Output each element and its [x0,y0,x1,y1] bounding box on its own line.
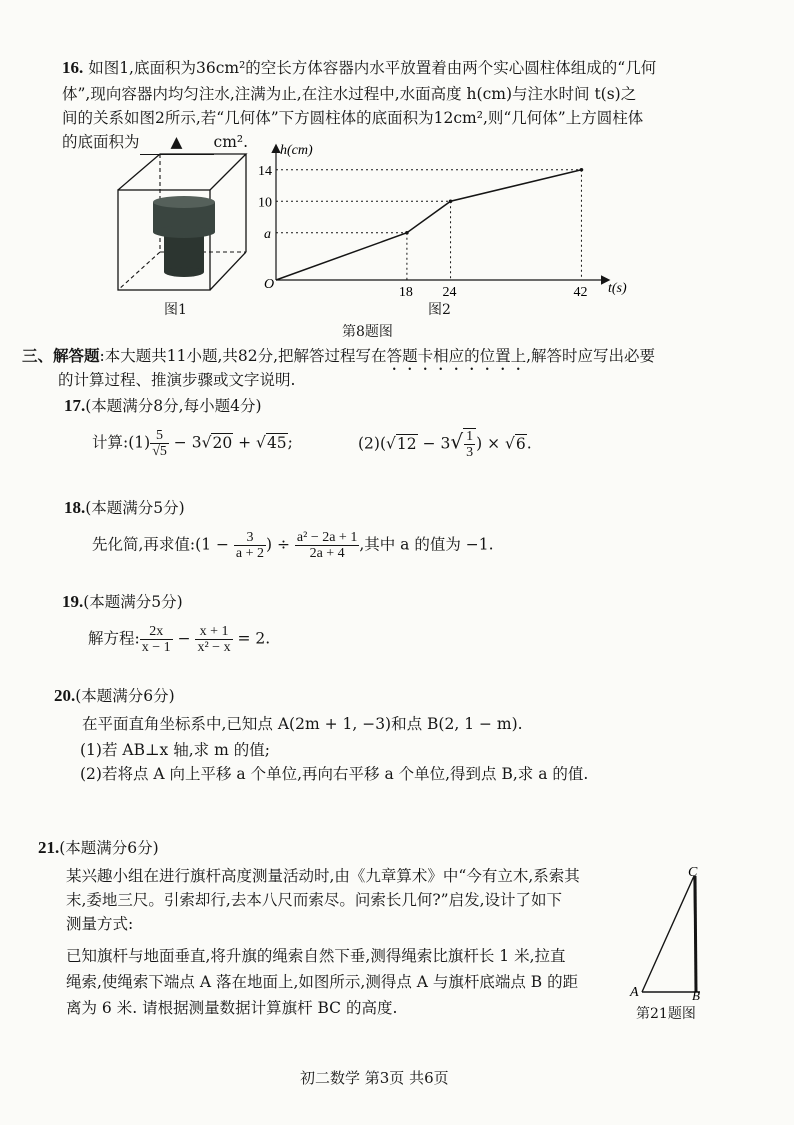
q17-header: 17.(本题满分8分,每小题4分) [64,396,262,415]
answer-blank: ▲ [140,130,214,155]
q18-header: 18.(本题满分5分) [64,498,185,517]
q20-line3: (2)若将点 A 向上平移 a 个单位,再向右平移 a 个单位,得到点 B,求 a 的值. [80,765,589,783]
y-tick-label: a [264,226,271,242]
fig21-caption: 第21题图 [636,1006,696,1022]
data-point [405,231,409,235]
data-point [580,168,584,172]
point-b-label: B [692,988,700,1002]
point-a-label: A [630,985,639,1000]
q16-line2: 体”,现向容器内均匀注水,注满为止,在注水过程中,水面高度 h(cm)与注水时间 t(s)之 [62,85,637,103]
x-tick-label: 42 [573,285,588,300]
q16-line4: 的底面积为 ▲ cm². [62,130,248,155]
y-tick-label: 10 [258,195,272,211]
figure-title: 第8题图 [342,324,393,340]
q16-number: 16. [62,58,84,77]
series-line [276,170,581,280]
figure2-chart [256,136,636,316]
fig2-caption: 图2 [428,302,451,318]
q21-line2: 末,委地三尺。引索却行,去本八尺而索尽。问索长几何?”启发,设计了如下 [66,891,563,909]
section3-header: 三、解答题:本大题共11小题,共82分,把解答过程写在答题卡相应的位置上,解答时应写出必要 [22,346,656,365]
q21-header: 21.(本题满分6分) [38,838,159,857]
page-footer: 初二数学 第3页 共6页 [300,1069,449,1087]
q16-line1: 16. 如图1,底面积为36cm²的空长方体容器内水平放置着由两个实心圆柱体组成的“几何 [62,58,657,77]
q17-part2: (2)(√12 − 3√ $\frac{1}{3}$ ) × √6. [358,429,532,460]
x-tick-label: 24 [442,285,457,300]
q21-line6: 离为 6 米. 请根据测量数据计算旗杆 BC 的高度. [66,999,398,1017]
y-tick-label: 14 [258,163,272,179]
q17-part1: 计算:(1) $\frac{5}{√5}$ − 3√20 + √45; [92,428,293,459]
q16-line3: 间的关系如图2所示,若“几何体”下方圆柱体的底面积为12cm²,则“几何体”上方圆柱体 [62,109,644,127]
x-tick-label: 18 [398,285,413,300]
section3-line2: 的计算过程、推演步骤或文字说明. [58,371,296,389]
flagpole-bc [695,876,696,992]
dotted-emphasis: 答题卡相应的位置上 [386,347,527,365]
point-c-label: C [688,865,698,880]
q19-header: 19.(本题满分5分) [62,592,183,611]
geometric-solid [153,196,215,277]
q18-body: 先化简,再求值:(1 − $\frac{3}{a + 2}$ ) ÷ $\frac{\text{a² − 2a + 1}}{2a + 4}$ ,其中 a 的值为 −1. [92,530,494,561]
q21-line4: 已知旗杆与地面垂直,将升旗的绳索自然下垂,测得绳索比旗杆长 1 米,拉直 [66,947,566,965]
x-axis-label: t(s) [608,281,627,296]
figure1-container [112,148,252,298]
y-axis-label: h(cm) [280,143,313,158]
q20-header: 20.(本题满分6分) [54,686,175,705]
q19-body: 解方程: $\frac{2x}{x - 1}$ − $\frac{x + 1}{\text{x² − x}}$ = 2. [88,624,271,655]
data-point [449,199,453,203]
origin-label: O [264,277,275,292]
q20-line1: 在平面直角坐标系中,已知点 A(2m + 1, −3)和点 B(2, 1 − m). [82,715,523,733]
figure21-triangle [624,862,714,1002]
q21-line5: 绳索,使绳索下端点 A 落在地面上,如图所示,测得点 A 与旗杆底端点 B 的距 [66,973,579,991]
q20-line2: (1)若 AB⊥x 轴,求 m 的值; [80,741,270,759]
fig1-caption: 图1 [164,302,187,318]
q21-line1: 某兴趣小组在进行旗杆高度测量活动时,由《九章算术》中“今有立木,系索其 [66,867,580,885]
q21-line3: 测量方式: [66,915,134,933]
triangle-rope-pole [642,876,696,992]
